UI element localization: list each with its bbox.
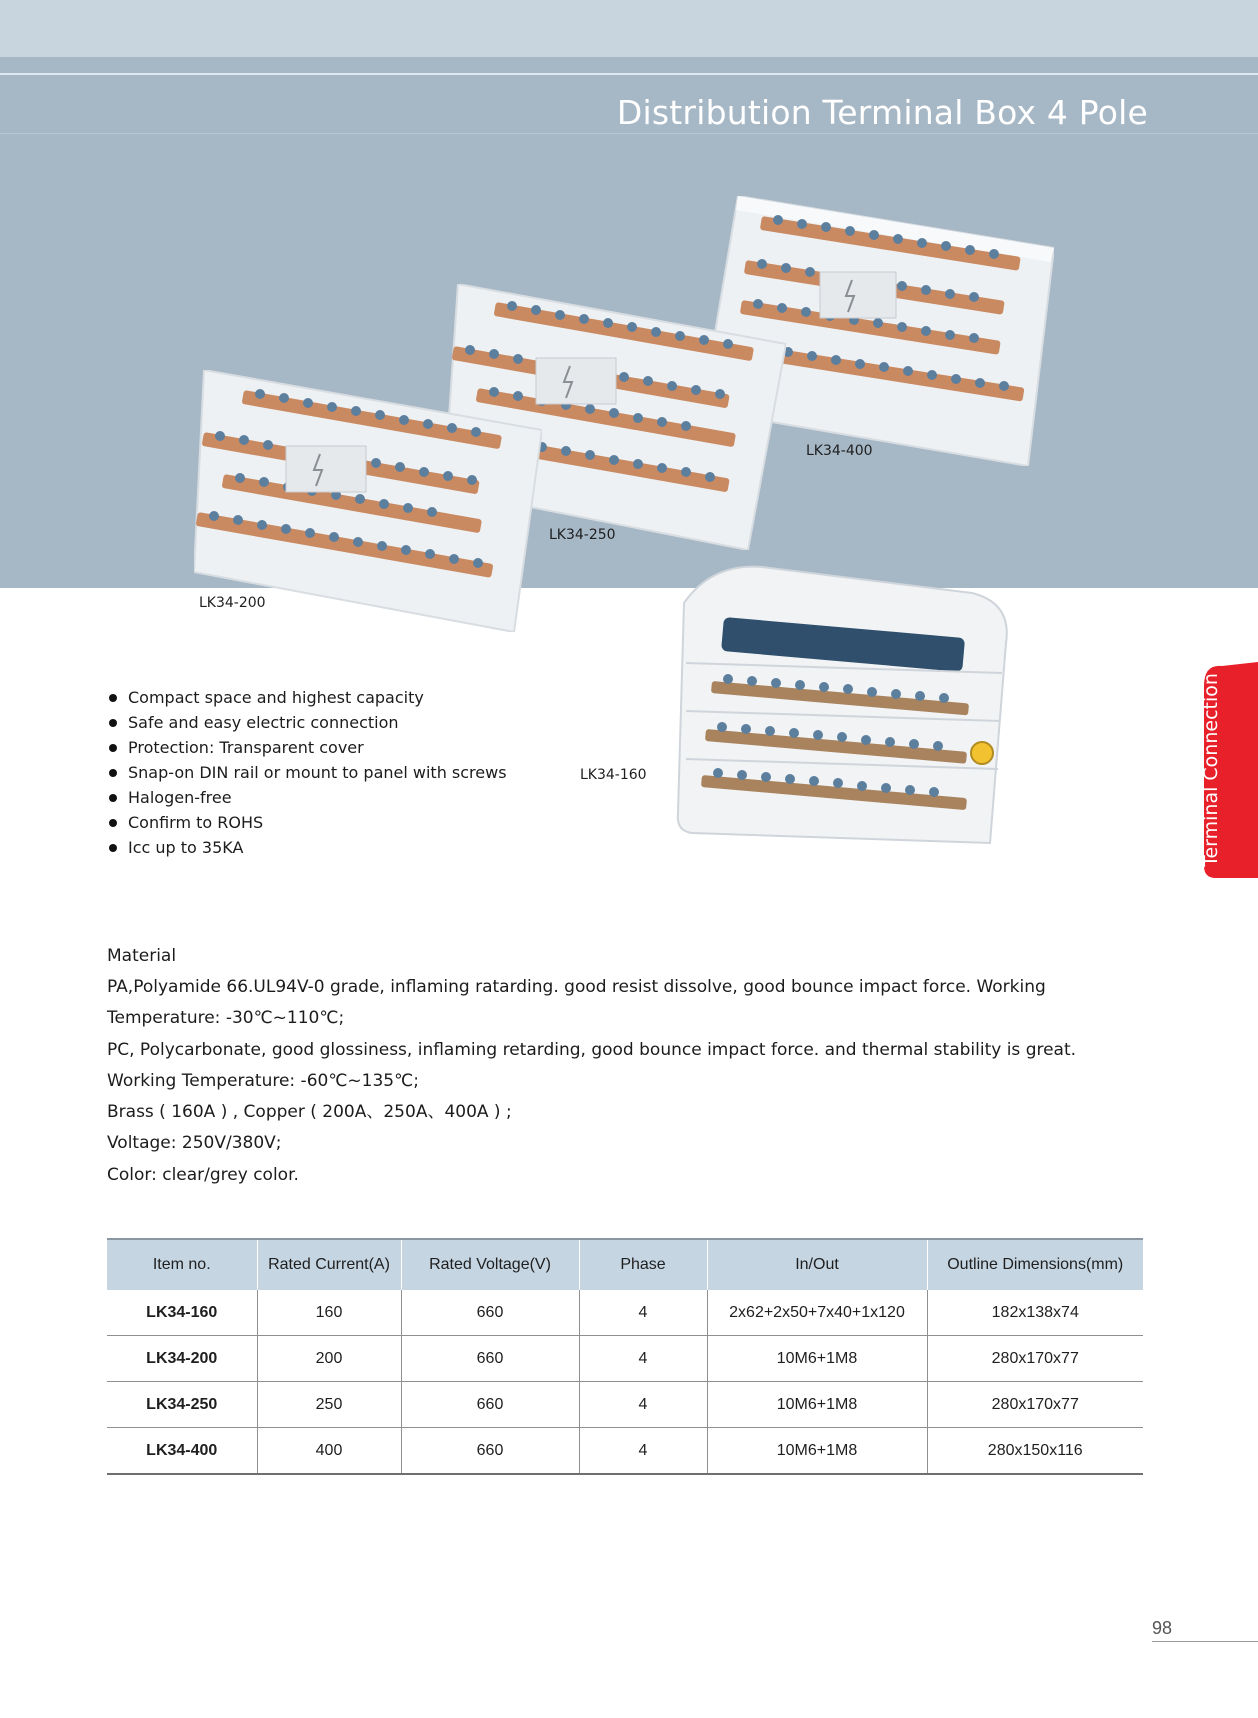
table-cell: 280x170x77 bbox=[927, 1336, 1143, 1382]
column-header: Outline Dimensions(mm) bbox=[927, 1239, 1143, 1290]
product-image-lk34-160 bbox=[672, 563, 1012, 859]
table-cell: LK34-250 bbox=[107, 1382, 257, 1428]
table-cell: 2x62+2x50+7x40+1x120 bbox=[707, 1290, 927, 1336]
material-line: Brass ( 160A ) , Copper ( 200A、250A、400A ) ; bbox=[107, 1102, 512, 1123]
table-cell: 660 bbox=[401, 1428, 579, 1475]
table-cell: LK34-400 bbox=[107, 1428, 257, 1475]
feature-item bbox=[108, 835, 507, 860]
page-title: Distribution Terminal Box 4 Pole bbox=[616, 93, 1148, 132]
feature-text: Compact space and highest capacity bbox=[128, 688, 424, 707]
top-rule bbox=[0, 73, 1258, 75]
feature-text: Icc up to 35KA bbox=[128, 838, 244, 857]
caption-lk34-250: LK34-250 bbox=[549, 527, 616, 543]
caption-lk34-160: LK34-160 bbox=[580, 767, 647, 783]
table-cell: LK34-200 bbox=[107, 1336, 257, 1382]
column-header: In/Out bbox=[707, 1239, 927, 1290]
material-line: Temperature: -30℃~110℃; bbox=[107, 1008, 345, 1029]
material-line: Working Temperature: -60℃~135℃; bbox=[107, 1070, 419, 1091]
feature-text: Safe and easy electric connection bbox=[128, 713, 399, 732]
table-cell: 182x138x74 bbox=[927, 1290, 1143, 1336]
table-row bbox=[107, 1428, 1143, 1475]
bullet-icon bbox=[109, 769, 117, 777]
feature-item bbox=[108, 785, 507, 810]
table-cell: 400 bbox=[257, 1428, 401, 1475]
table-cell: 660 bbox=[401, 1336, 579, 1382]
material-line: PA,Polyamide 66.UL94V-0 grade, inflaming ratarding. good resist dissolve, good bounce impact force. Working bbox=[107, 977, 1046, 997]
material-section bbox=[107, 941, 1167, 1191]
bullet-icon bbox=[109, 819, 117, 827]
table-cell: 10M6+1M8 bbox=[707, 1428, 927, 1475]
table-cell: 160 bbox=[257, 1290, 401, 1336]
caption-lk34-200: LK34-200 bbox=[199, 595, 266, 611]
material-line: Voltage: 250V/380V; bbox=[107, 1133, 282, 1154]
table-row bbox=[107, 1382, 1143, 1428]
side-tab-label: Terminal Connection bbox=[1200, 673, 1222, 867]
feature-text: Confirm to ROHS bbox=[128, 813, 264, 832]
feature-list bbox=[108, 685, 507, 860]
product-image-lk34-200 bbox=[194, 370, 542, 632]
top-strip bbox=[0, 0, 1258, 57]
table-cell: 250 bbox=[257, 1382, 401, 1428]
table-cell: 660 bbox=[401, 1382, 579, 1428]
table-cell: 4 bbox=[579, 1290, 707, 1336]
bullet-icon bbox=[109, 744, 117, 752]
material-line: PC, Polycarbonate, good glossiness, inflaming retarding, good bounce impact force. and thermal stability is great. bbox=[107, 1039, 1077, 1060]
table-cell: 280x170x77 bbox=[927, 1382, 1143, 1428]
material-line: Color: clear/grey color. bbox=[107, 1164, 299, 1185]
table-cell: 280x150x116 bbox=[927, 1428, 1143, 1475]
bullet-icon bbox=[109, 844, 117, 852]
page-number: 98 bbox=[1152, 1618, 1173, 1638]
table-cell: 4 bbox=[579, 1382, 707, 1428]
table-row bbox=[107, 1290, 1143, 1336]
feature-text: Halogen-free bbox=[128, 788, 232, 807]
table-cell: 660 bbox=[401, 1290, 579, 1336]
column-header: Item no. bbox=[107, 1239, 257, 1290]
caption-lk34-400: LK34-400 bbox=[806, 443, 873, 459]
feature-item bbox=[108, 710, 507, 735]
hero-rule bbox=[0, 133, 1258, 134]
feature-text: Snap-on DIN rail or mount to panel with screws bbox=[128, 763, 507, 782]
table-cell: 4 bbox=[579, 1336, 707, 1382]
page-number-rule bbox=[1152, 1641, 1258, 1642]
material-heading: Material bbox=[107, 946, 177, 966]
feature-text: Protection: Transparent cover bbox=[128, 738, 364, 757]
feature-item bbox=[108, 760, 507, 785]
bullet-icon bbox=[109, 694, 117, 702]
feature-item bbox=[108, 735, 507, 760]
table-row bbox=[107, 1336, 1143, 1382]
feature-item bbox=[108, 685, 507, 710]
column-header: Phase bbox=[579, 1239, 707, 1290]
column-header: Rated Current(A) bbox=[257, 1239, 401, 1290]
table-cell: 10M6+1M8 bbox=[707, 1336, 927, 1382]
feature-item bbox=[108, 810, 507, 835]
table-header-row bbox=[107, 1239, 1143, 1290]
column-header: Rated Voltage(V) bbox=[401, 1239, 579, 1290]
bullet-icon bbox=[109, 719, 117, 727]
table-cell: 10M6+1M8 bbox=[707, 1382, 927, 1428]
bullet-icon bbox=[109, 794, 117, 802]
table-cell: LK34-160 bbox=[107, 1290, 257, 1336]
spec-table bbox=[107, 1238, 1143, 1475]
table-cell: 200 bbox=[257, 1336, 401, 1382]
table-cell: 4 bbox=[579, 1428, 707, 1475]
